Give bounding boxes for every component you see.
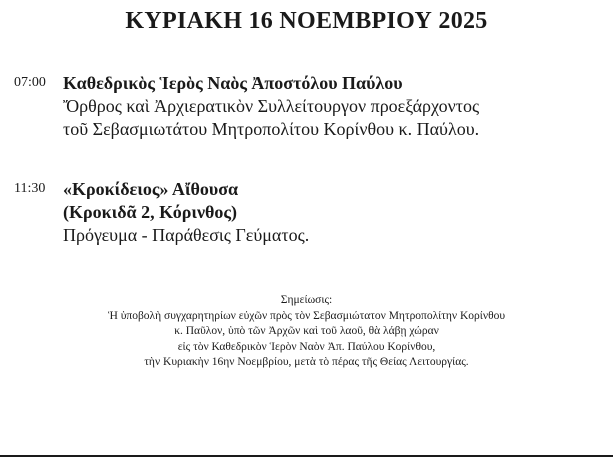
event-time: 07:00 — [14, 75, 46, 90]
notes-heading: Σημείωσις: — [280, 294, 333, 306]
event-content — [63, 72, 603, 141]
event-description-line: τοῦ Σεβασμιωτάτου Μητροπολίτου Κορίνθου κ. Παύλου. — [63, 119, 480, 139]
event-time: 11:30 — [14, 181, 46, 196]
event-description-line: Ὄρθρος καὶ Ἀρχιερατικὸν Συλλείτουργον προεξάρχοντος — [63, 96, 480, 116]
event-venue: Καθεδρικὸς Ἱερὸς Ναὸς Ἀποστόλου Παύλου — [63, 73, 403, 93]
event-content — [63, 178, 603, 247]
page-title: ΚΥΡΙΑΚΗ 16 ΝΟΕΜΒΡΙΟΥ 2025 — [125, 8, 488, 34]
event-description-line: Πρόγευμα - Παράθεσις Γεύματος. — [63, 225, 310, 245]
event-venue-address: (Κροκιδᾶ 2, Κόρινθος) — [63, 202, 237, 222]
notes-line: εἰς τὸν Καθεδρικὸν Ἱερὸν Ναὸν Ἀπ. Παύλου Κορίνθου, — [177, 340, 436, 353]
notes-line: τὴν Κυριακὴν 16ην Νοεμβρίου, μετὰ τὸ πέρας τῆς Θείας Λειτουργίας. — [144, 356, 469, 369]
event-venue: «Κροκίδειος» Αἴθουσα — [63, 179, 239, 199]
notes-line: Ἡ ὑποβολὴ συγχαρητηρίων εὐχῶν πρὸς τὸν Σεβασμιώτατον Μητροπολίτην Κορίνθου — [107, 309, 506, 322]
notes-section — [0, 293, 613, 371]
notes-line: κ. Παῦλον, ὑπὸ τῶν Ἀρχῶν καὶ τοῦ λαοῦ, θὰ λάβῃ χώραν — [174, 325, 439, 338]
